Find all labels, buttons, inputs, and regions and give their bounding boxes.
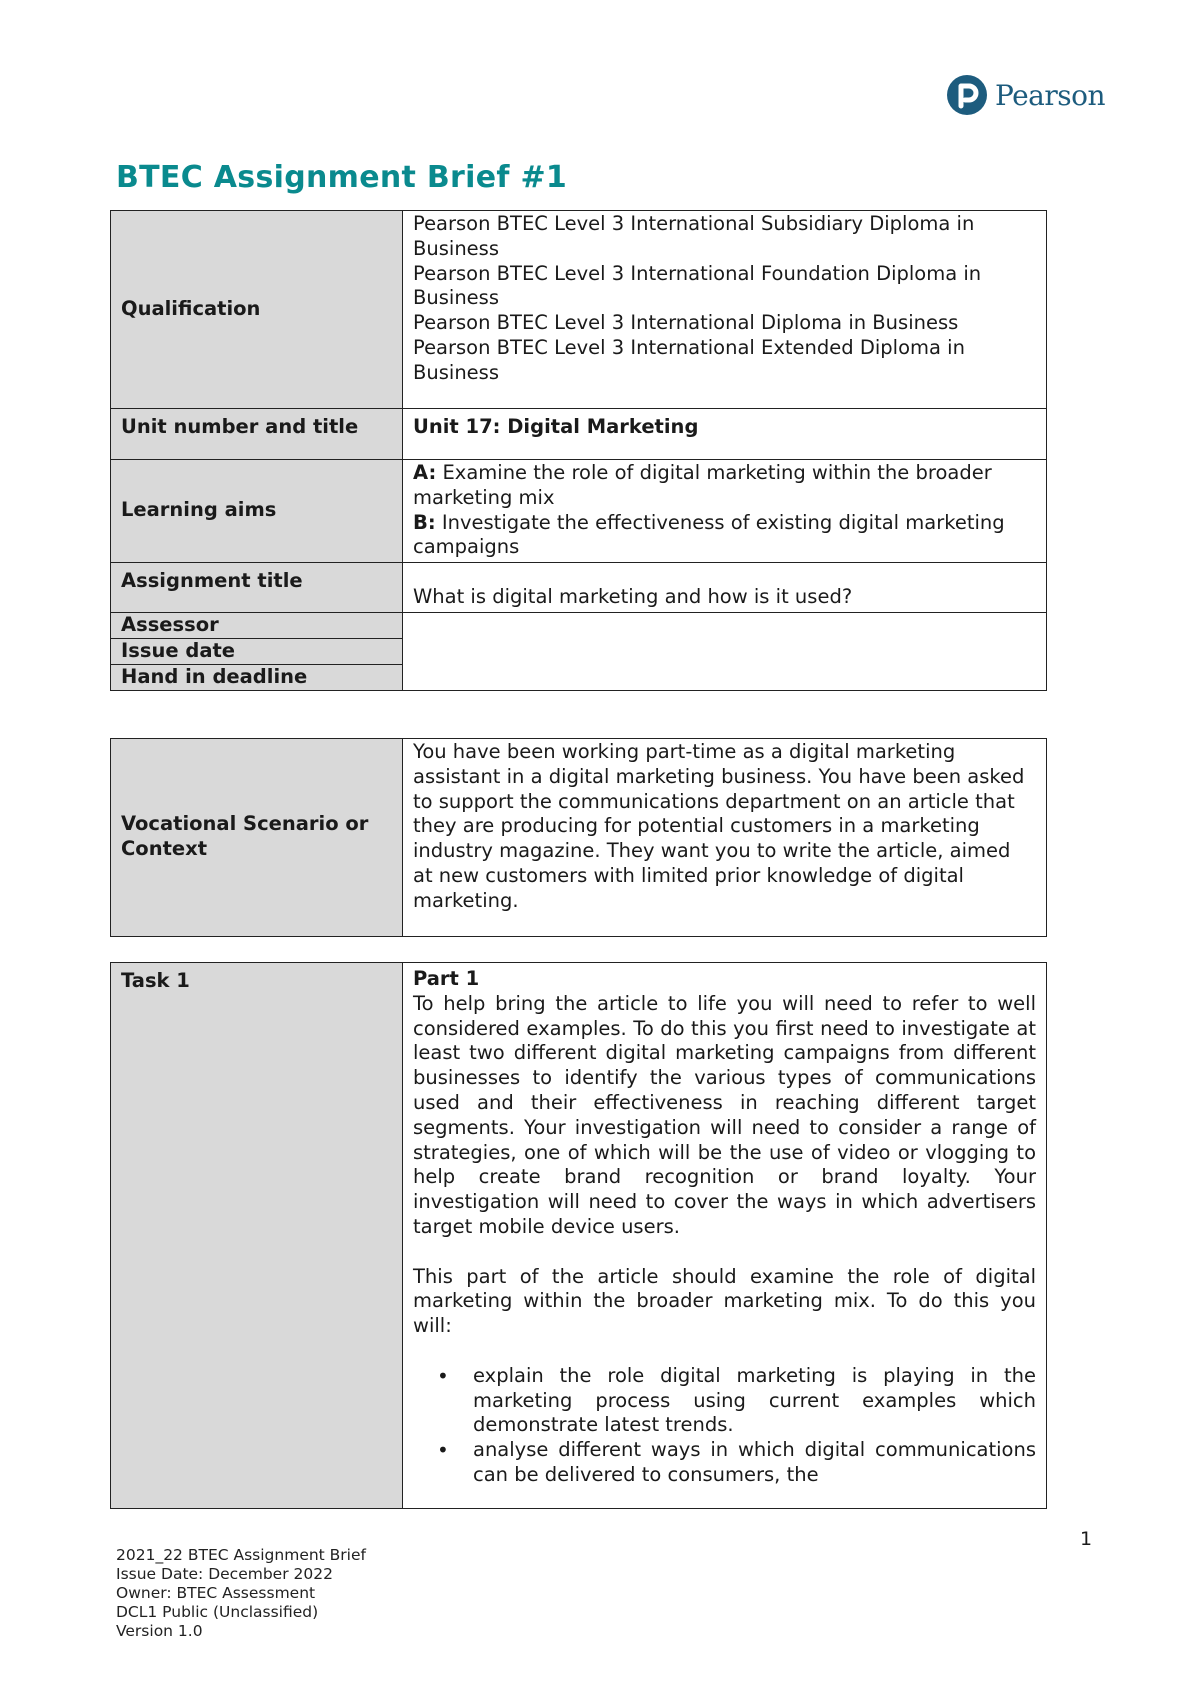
scenario-text: You have been working part-time as a digital marketing assistant in a digital marketing business. You have been asked to support the communications department on an article that they are producing for potential customers in a marketing industry magazine. They want you to write the article, aimed at new customers with limited prior knowledge of digital marketing. (403, 739, 1047, 937)
task-content (403, 963, 1047, 1509)
qualification-line: Pearson BTEC Level 3 International Extended Diploma in Business (413, 335, 965, 384)
pearson-p-icon (946, 74, 988, 116)
unit-row (111, 409, 1047, 460)
footer-line: 2021_22 BTEC Assignment Brief (116, 1546, 366, 1564)
qualification-line: Pearson BTEC Level 3 International Diploma in Business (413, 311, 959, 335)
scenario-label: Vocational Scenario or Context (111, 739, 403, 937)
learning-aims-value (403, 460, 1047, 563)
task-paragraph-1: To help bring the article to life you will need to refer to well considered examples. To do this you first need to investigate at least two different digital marketing campaigns from different businesses to identify the various types of communications used and their effectiveness in reaching different target segments. Your investigation will need to consider a range of strategies, one of which will be the use of video or vlogging to help create brand recognition or brand loyalty. Your investigation will need to cover the ways in which advertisers target mobile device users. (413, 991, 1036, 1238)
learning-aim-b: B: Investigate the effectiveness of existing digital marketing campaigns (413, 510, 1005, 559)
assignment-title-label: Assignment title (111, 563, 403, 613)
footer-line: Version 1.0 (116, 1622, 203, 1640)
qualification-line: Pearson BTEC Level 3 International Foundation Diploma in Business (413, 261, 982, 310)
assignment-title-value: What is digital marketing and how is it used? (403, 563, 1047, 613)
deadline-label: Hand in deadline (111, 664, 403, 690)
qualification-line: Pearson BTEC Level 3 International Subsidiary Diploma in Business (413, 212, 975, 260)
learning-aims-row (111, 460, 1047, 563)
issue-date-label: Issue date (111, 638, 403, 664)
assignment-details-table (110, 210, 1047, 691)
scenario-table (110, 738, 1047, 937)
assessor-label: Assessor (111, 613, 403, 639)
list-item: • analyse different ways in which digital communications can be delivered to consumers, the (473, 1438, 1036, 1488)
qualification-row (111, 211, 1047, 409)
pearson-wordmark: Pearson (995, 78, 1105, 112)
assessor-dates-value (403, 613, 1047, 690)
task-row (111, 963, 1047, 1509)
assessor-row (111, 613, 1047, 639)
task-part-heading: Part 1 (413, 967, 480, 990)
task-paragraph-2: This part of the article should examine the role of digital marketing within the broader marketing mix. To do this you will: (413, 1264, 1036, 1338)
footer-line: DCL1 Public (Unclassified) (116, 1603, 319, 1621)
assignment-title-row (111, 563, 1047, 613)
task-table (110, 962, 1047, 1509)
qualification-label: Qualification (111, 211, 403, 409)
task-label: Task 1 (111, 963, 403, 1509)
task-bullet-list (413, 1364, 1036, 1488)
page-title: BTEC Assignment Brief #1 (116, 160, 568, 195)
document-footer (116, 1546, 366, 1641)
unit-label: Unit number and title (111, 409, 403, 460)
scenario-row (111, 739, 1047, 937)
footer-line: Issue Date: December 2022 (116, 1565, 333, 1583)
learning-aim-a: A: Examine the role of digital marketing within the broader marketing mix (413, 461, 992, 509)
qualification-value (403, 211, 1047, 409)
footer-line: Owner: BTEC Assessment (116, 1584, 316, 1602)
unit-value: Unit 17: Digital Marketing (403, 409, 1047, 460)
learning-aims-label: Learning aims (111, 460, 403, 563)
pearson-logo (946, 74, 1105, 116)
list-item: • explain the role digital marketing is playing in the marketing process using current examples which demonstrate latest trends. (473, 1364, 1036, 1438)
page-number: 1 (1080, 1528, 1093, 1550)
